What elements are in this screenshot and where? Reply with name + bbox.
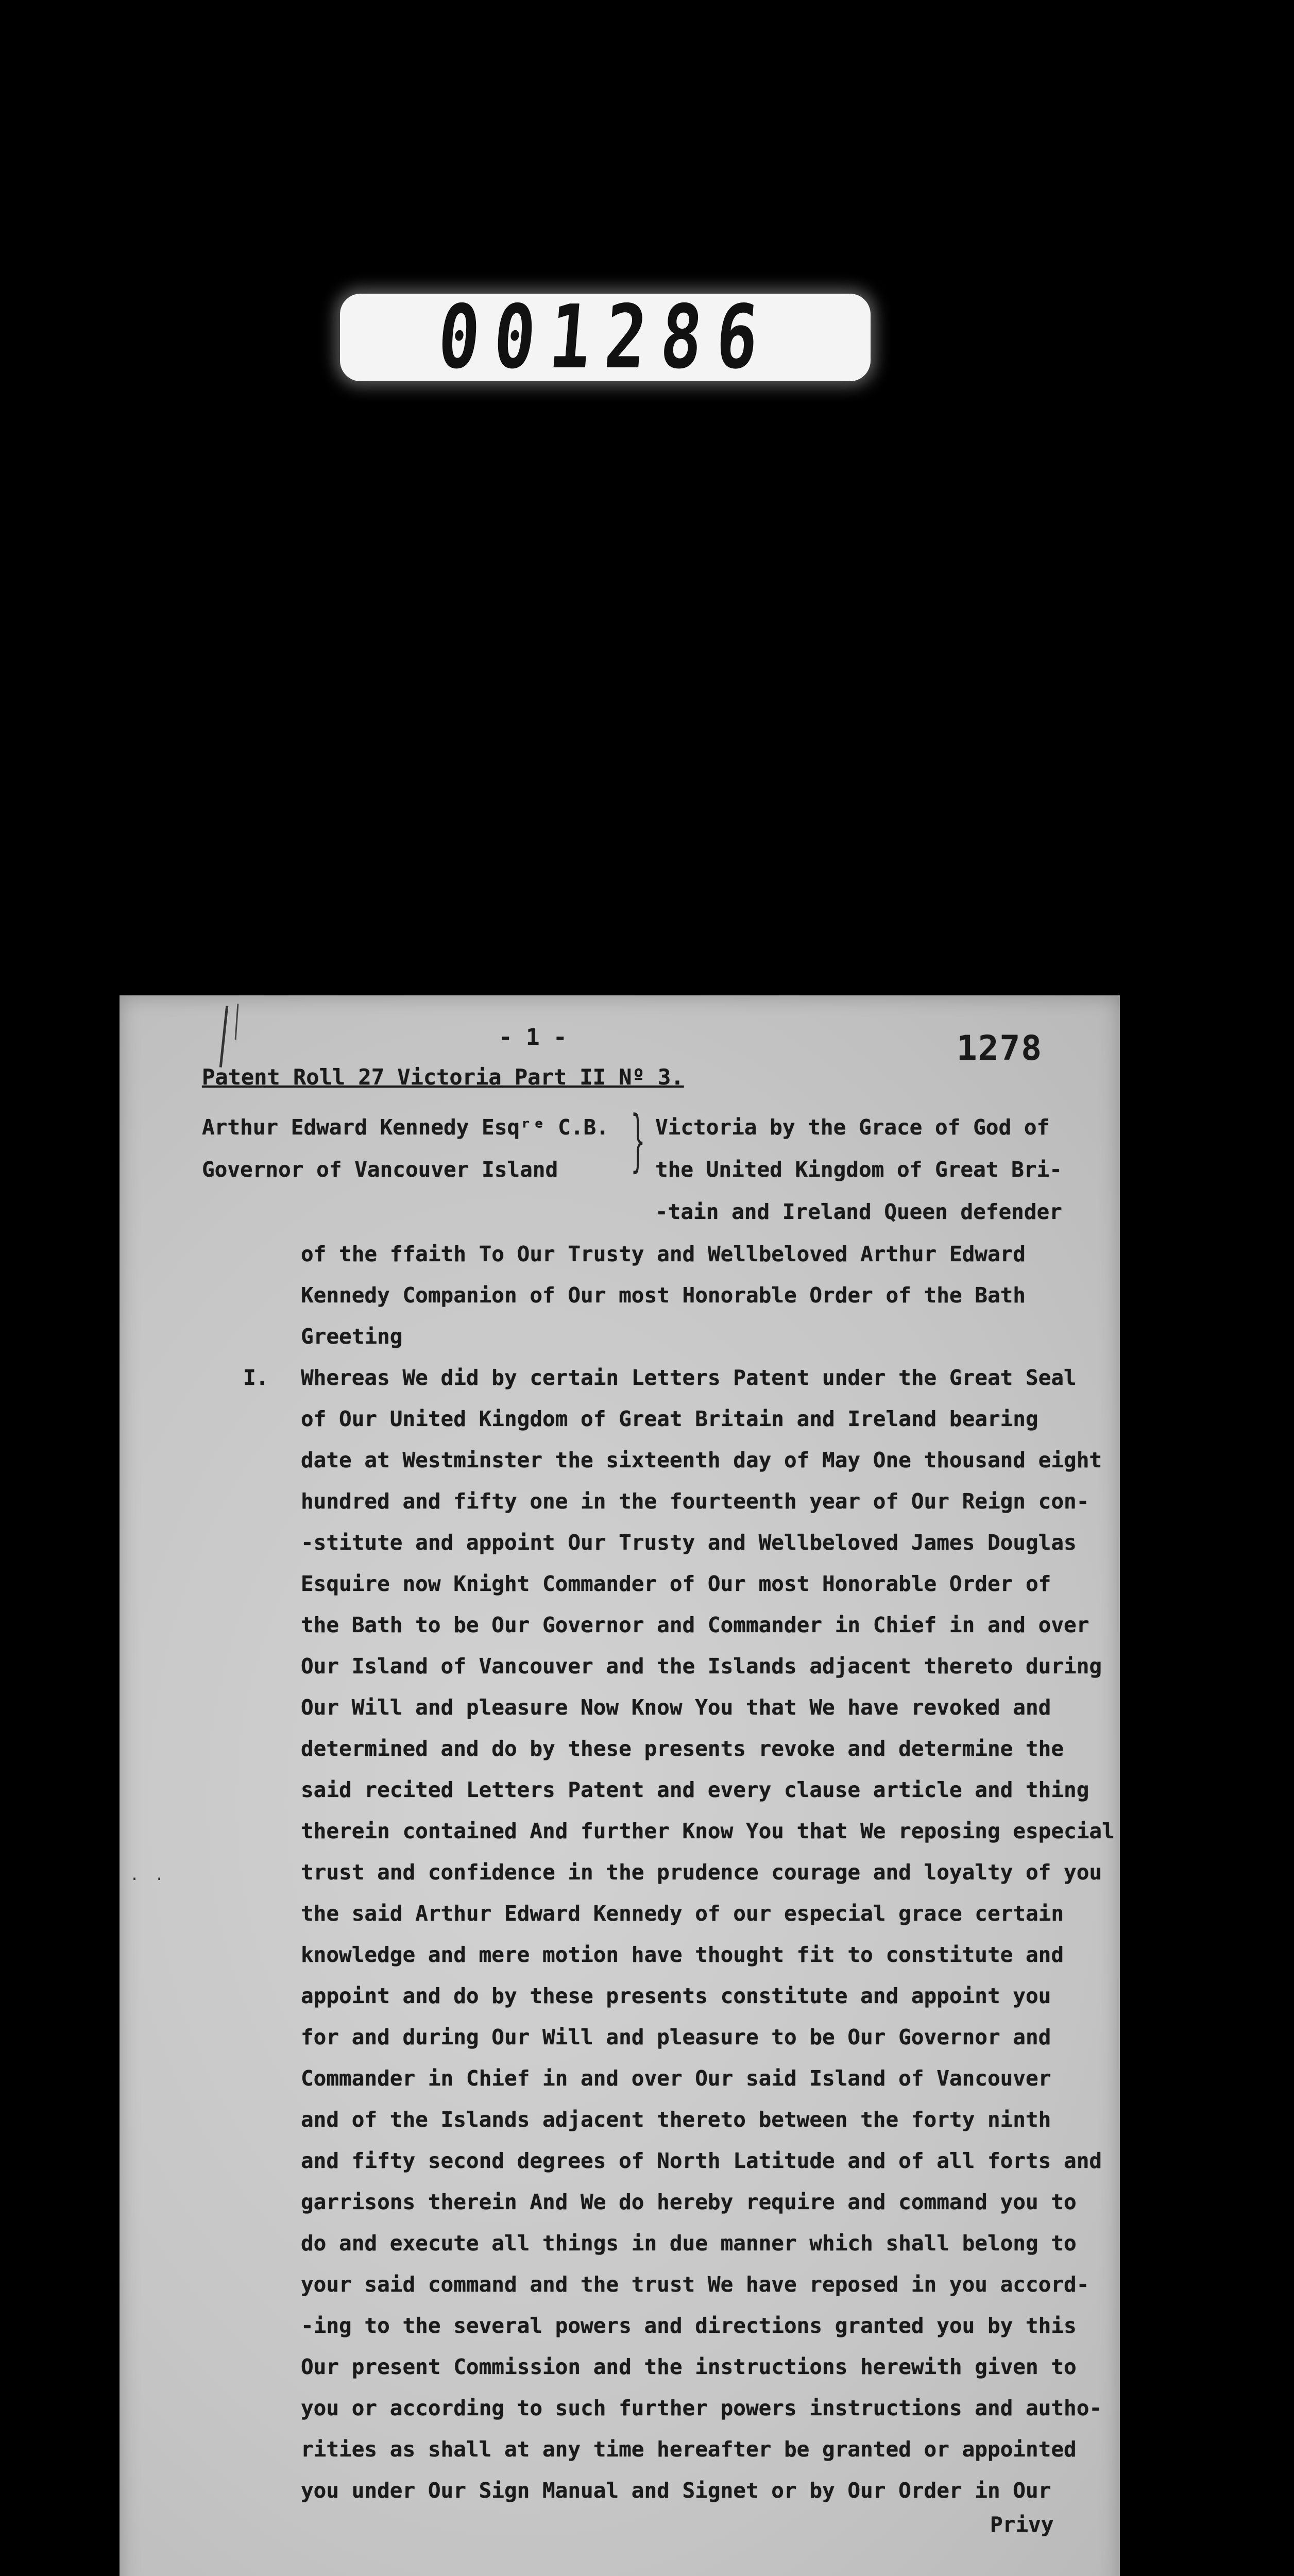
text-line: Our Will and pleasure Now Know You that We have revoked and [301, 1695, 1051, 1720]
text-line: do and execute all things in due manner which shall belong to [301, 2231, 1077, 2256]
text-line: Commander in Chief in and over Our said Island of Vancouver [301, 2066, 1051, 2091]
page-number: - 1 - [499, 1024, 567, 1050]
text-line: Our Island of Vancouver and the Islands adjacent thereto during [301, 1654, 1102, 1679]
text-line: and fifty second degrees of North Latitude and of all forts and [301, 2148, 1102, 2173]
text-line: the United Kingdom of Great Bri- [655, 1157, 1062, 1182]
section-marker: I. [243, 1365, 269, 1390]
text-line: your said command and the trust We have reposed in you accord- [301, 2272, 1089, 2297]
frame-number-strip [340, 286, 871, 388]
margin-mark [219, 1006, 229, 1067]
margin-mark [235, 1004, 239, 1040]
text-line: therein contained And further Know You that We reposing especial [301, 1819, 1115, 1843]
text-line: the said Arthur Edward Kennedy of our especial grace certain [301, 1901, 1064, 1926]
addressee-line: Governor of Vancouver Island [202, 1157, 558, 1182]
addressee-line: Arthur Edward Kennedy Esqʳᵉ C.B. [202, 1115, 609, 1140]
text-line: of the ffaith To Our Trusty and Wellbeloved Arthur Edward [301, 1242, 1026, 1266]
folio-number: 1278 [957, 1028, 1043, 1068]
text-line: date at Westminster the sixteenth day of May One thousand eight [301, 1448, 1102, 1472]
text-line: for and during Our Will and pleasure to be Our Governor and [301, 2025, 1051, 2049]
text-line: -stitute and appoint Our Trusty and Wellbeloved James Douglas [301, 1530, 1077, 1555]
text-line: Esquire now Knight Commander of Our most Honorable Order of [301, 1571, 1051, 1596]
text-line: -ing to the several powers and directions granted you by this [301, 2313, 1077, 2338]
text-line: said recited Letters Patent and every clause article and thing [301, 1777, 1089, 1802]
text-line: -tain and Ireland Queen defender [655, 1199, 1062, 1224]
roll-title: Patent Roll 27 Victoria Part II Nº 3. [202, 1064, 684, 1090]
text-line: rities as shall at any time hereafter be granted or appointed [301, 2437, 1077, 2462]
text-line: knowledge and mere motion have thought fit to constitute and [301, 1942, 1064, 1967]
text-line: hundred and fifty one in the fourteenth year of Our Reign con- [301, 1489, 1089, 1514]
text-line: you or according to such further powers instructions and autho- [301, 2396, 1102, 2420]
text-line: the Bath to be Our Governor and Commander in Chief in and over [301, 1613, 1089, 1637]
document-page [120, 995, 1120, 2576]
text-line: trust and confidence in the prudence courage and loyalty of you [301, 1860, 1102, 1885]
text-line: Kennedy Companion of Our most Honorable Order of the Bath [301, 1283, 1026, 1308]
text-line: of Our United Kingdom of Great Britain and Ireland bearing [301, 1406, 1038, 1431]
margin-dots: . . [130, 1866, 167, 1884]
frame-number: 001286 [434, 286, 776, 388]
text-line: Whereas We did by certain Letters Patent under the Great Seal [301, 1365, 1077, 1390]
text-line: and of the Islands adjacent thereto between the forty ninth [301, 2107, 1051, 2132]
text-line: Our present Commission and the instructions herewith given to [301, 2354, 1077, 2379]
text-line: Greeting [301, 1324, 403, 1349]
text-line: Victoria by the Grace of God of [655, 1115, 1050, 1140]
text-line: garrisons therein And We do hereby require and command you to [301, 2190, 1077, 2214]
text-line: you under Our Sign Manual and Signet or by Our Order in Our [301, 2478, 1051, 2503]
text-line: determined and do by these presents revoke and determine the [301, 1736, 1064, 1761]
text-line: appoint and do by these presents constitute and appoint you [301, 1984, 1051, 2008]
catchword: Privy [990, 2512, 1054, 2537]
brace: } [630, 1101, 645, 1179]
